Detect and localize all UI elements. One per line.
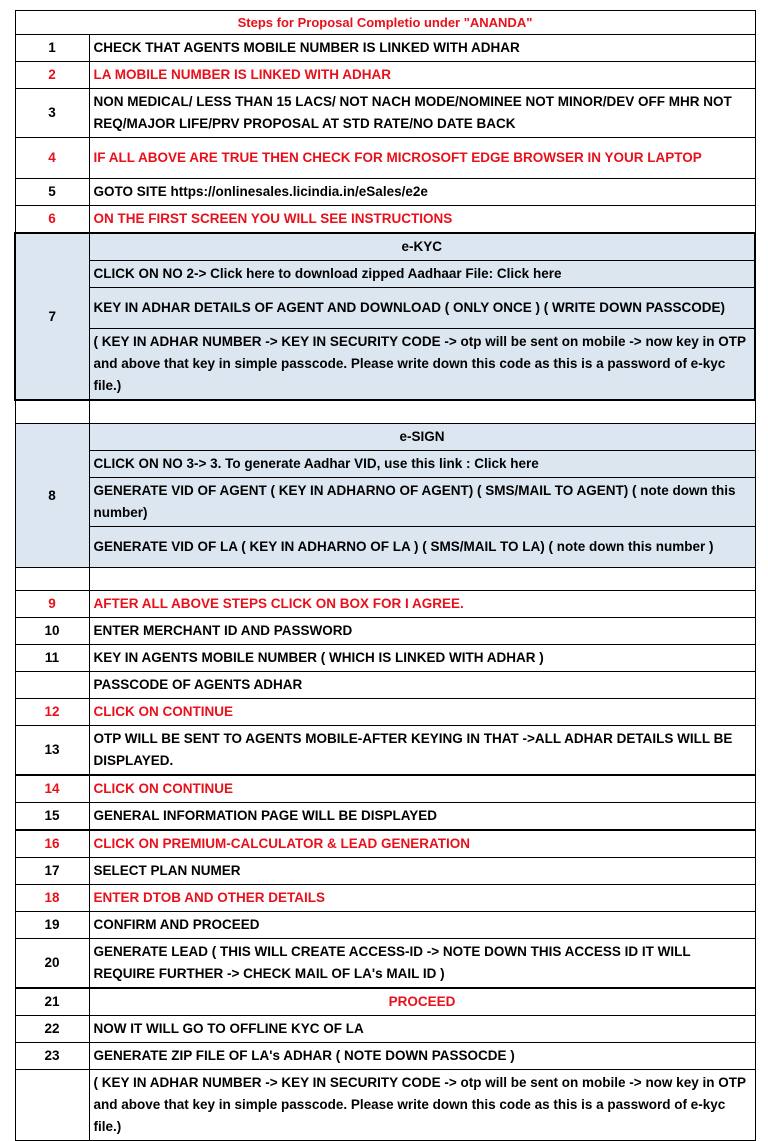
step-text: CLICK ON PREMIUM-CALCULATOR & LEAD GENERATION bbox=[89, 830, 755, 858]
empty-cell bbox=[15, 400, 89, 424]
step-number: 23 bbox=[15, 1043, 89, 1070]
step-row-4 bbox=[15, 138, 755, 179]
step-text: OTP WILL BE SENT TO AGENTS MOBILE-AFTER KEYING IN THAT ->ALL ADHAR DETAILS WILL BE DISPLAYED. bbox=[89, 726, 755, 776]
step-text: AFTER ALL ABOVE STEPS CLICK ON BOX FOR I AGREE. bbox=[89, 591, 755, 618]
step-row-13 bbox=[15, 726, 755, 776]
step-text: LA MOBILE NUMBER IS LINKED WITH ADHAR bbox=[89, 62, 755, 89]
step-number: 13 bbox=[15, 726, 89, 776]
step-text: CLICK ON NO 2-> Click here to download zipped Aadhaar File: Click here bbox=[89, 261, 755, 288]
step-number: 1 bbox=[15, 35, 89, 62]
step-number: 20 bbox=[15, 939, 89, 989]
step-row-11b bbox=[15, 672, 755, 699]
spacer-row bbox=[15, 400, 755, 424]
step-text: KEY IN ADHAR DETAILS OF AGENT AND DOWNLOAD ( ONLY ONCE ) ( WRITE DOWN PASSCODE) bbox=[89, 288, 755, 329]
step-row-20 bbox=[15, 939, 755, 989]
step-row-3 bbox=[15, 89, 755, 138]
empty-cell bbox=[89, 568, 755, 591]
step-number: 22 bbox=[15, 1016, 89, 1043]
step-row-5 bbox=[15, 179, 755, 206]
step-number: 7 bbox=[15, 233, 89, 400]
step-text: ( KEY IN ADHAR NUMBER -> KEY IN SECURITY CODE -> otp will be sent on mobile -> now key in OTP and above that key in simple passcode. Please write down this code as this is a password of e-kyc file.) bbox=[89, 329, 755, 401]
step-text: GOTO SITE https://onlinesales.licindia.in/eSales/e2e bbox=[89, 179, 755, 206]
step-number: 21 bbox=[15, 988, 89, 1016]
step-row-22 bbox=[15, 1016, 755, 1043]
step-number: 4 bbox=[15, 138, 89, 179]
step-text: GENERATE ZIP FILE OF LA's ADHAR ( NOTE DOWN PASSOCDE ) bbox=[89, 1043, 755, 1070]
step-text: CLICK ON CONTINUE bbox=[89, 699, 755, 726]
step-row-23b bbox=[15, 1070, 755, 1141]
spacer-row bbox=[15, 568, 755, 591]
step-number: 3 bbox=[15, 89, 89, 138]
step-text: ENTER DTOB AND OTHER DETAILS bbox=[89, 885, 755, 912]
step-row-21 bbox=[15, 988, 755, 1016]
step-number: 2 bbox=[15, 62, 89, 89]
step-row-1 bbox=[15, 35, 755, 62]
step-number: 14 bbox=[15, 775, 89, 803]
step-text: ENTER MERCHANT ID AND PASSWORD bbox=[89, 618, 755, 645]
title-row bbox=[15, 11, 755, 35]
step-number: 18 bbox=[15, 885, 89, 912]
step-number: 6 bbox=[15, 206, 89, 234]
step-number: 19 bbox=[15, 912, 89, 939]
step-text: SELECT PLAN NUMER bbox=[89, 858, 755, 885]
step-text: KEY IN AGENTS MOBILE NUMBER ( WHICH IS LINKED WITH ADHAR ) bbox=[89, 645, 755, 672]
step-text: ON THE FIRST SCREEN YOU WILL SEE INSTRUCTIONS bbox=[89, 206, 755, 234]
step-number: 5 bbox=[15, 179, 89, 206]
esign-row-b bbox=[15, 478, 755, 527]
step-number: 8 bbox=[15, 424, 89, 568]
step-text: ( KEY IN ADHAR NUMBER -> KEY IN SECURITY CODE -> otp will be sent on mobile -> now key in OTP and above that key in simple passcode. Please write down this code as this is a password of e-kyc file.) bbox=[89, 1070, 755, 1141]
step-number: 10 bbox=[15, 618, 89, 645]
step-text: GENERATE VID OF LA ( KEY IN ADHARNO OF LA ) ( SMS/MAIL TO LA) ( note down this number ) bbox=[89, 527, 755, 568]
step-number: 15 bbox=[15, 803, 89, 831]
ekyc-row-c bbox=[15, 329, 755, 401]
step-row-10 bbox=[15, 618, 755, 645]
step-text: GENERATE VID OF AGENT ( KEY IN ADHARNO OF AGENT) ( SMS/MAIL TO AGENT) ( note down this number) bbox=[89, 478, 755, 527]
empty-cell bbox=[89, 400, 755, 424]
step-text: CLICK ON NO 3-> 3. To generate Aadhar VID, use this link : Click here bbox=[89, 451, 755, 478]
step-row-12 bbox=[15, 699, 755, 726]
step-number: 16 bbox=[15, 830, 89, 858]
step-text: IF ALL ABOVE ARE TRUE THEN CHECK FOR MICROSOFT EDGE BROWSER IN YOUR LAPTOP bbox=[89, 138, 755, 179]
step-row-23 bbox=[15, 1043, 755, 1070]
step-text: CLICK ON CONTINUE bbox=[89, 775, 755, 803]
ekyc-row-b bbox=[15, 288, 755, 329]
step-row-19 bbox=[15, 912, 755, 939]
esign-header-row bbox=[15, 424, 755, 451]
esign-row-c bbox=[15, 527, 755, 568]
step-number: 12 bbox=[15, 699, 89, 726]
step-row-6 bbox=[15, 206, 755, 234]
step-row-14 bbox=[15, 775, 755, 803]
ekyc-header-row bbox=[15, 233, 755, 261]
step-row-18 bbox=[15, 885, 755, 912]
step-text: CHECK THAT AGENTS MOBILE NUMBER IS LINKED WITH ADHAR bbox=[89, 35, 755, 62]
steps-sheet bbox=[14, 10, 754, 1141]
step-text: CONFIRM AND PROCEED bbox=[89, 912, 755, 939]
empty-cell bbox=[15, 568, 89, 591]
esign-section-header: e-SIGN bbox=[89, 424, 755, 451]
step-number: 17 bbox=[15, 858, 89, 885]
step-text: NOW IT WILL GO TO OFFLINE KYC OF LA bbox=[89, 1016, 755, 1043]
step-text: PASSCODE OF AGENTS ADHAR bbox=[89, 672, 755, 699]
sheet-title: Steps for Proposal Completio under "ANANDA" bbox=[15, 11, 755, 35]
step-number: 11 bbox=[15, 645, 89, 672]
empty-cell bbox=[15, 672, 89, 699]
step-row-9 bbox=[15, 591, 755, 618]
step-row-11 bbox=[15, 645, 755, 672]
step-number: 9 bbox=[15, 591, 89, 618]
ekyc-section-header: e-KYC bbox=[89, 233, 755, 261]
step-text: GENERAL INFORMATION PAGE WILL BE DISPLAYED bbox=[89, 803, 755, 831]
step-text: GENERATE LEAD ( THIS WILL CREATE ACCESS-ID -> NOTE DOWN THIS ACCESS ID IT WILL REQUIRE FURTHER -> CHECK MAIL OF LA's MAIL ID ) bbox=[89, 939, 755, 989]
step-row-15 bbox=[15, 803, 755, 831]
step-text: NON MEDICAL/ LESS THAN 15 LACS/ NOT NACH MODE/NOMINEE NOT MINOR/DEV OFF MHR NOT REQ/MAJOR LIFE/PRV PROPOSAL AT STD RATE/NO DATE BACK bbox=[89, 89, 755, 138]
step-row-17 bbox=[15, 858, 755, 885]
empty-cell bbox=[15, 1070, 89, 1141]
steps-table bbox=[14, 10, 756, 1141]
step-text: PROCEED bbox=[89, 988, 755, 1016]
step-row-2 bbox=[15, 62, 755, 89]
ekyc-row-a bbox=[15, 261, 755, 288]
step-row-16 bbox=[15, 830, 755, 858]
esign-row-a bbox=[15, 451, 755, 478]
